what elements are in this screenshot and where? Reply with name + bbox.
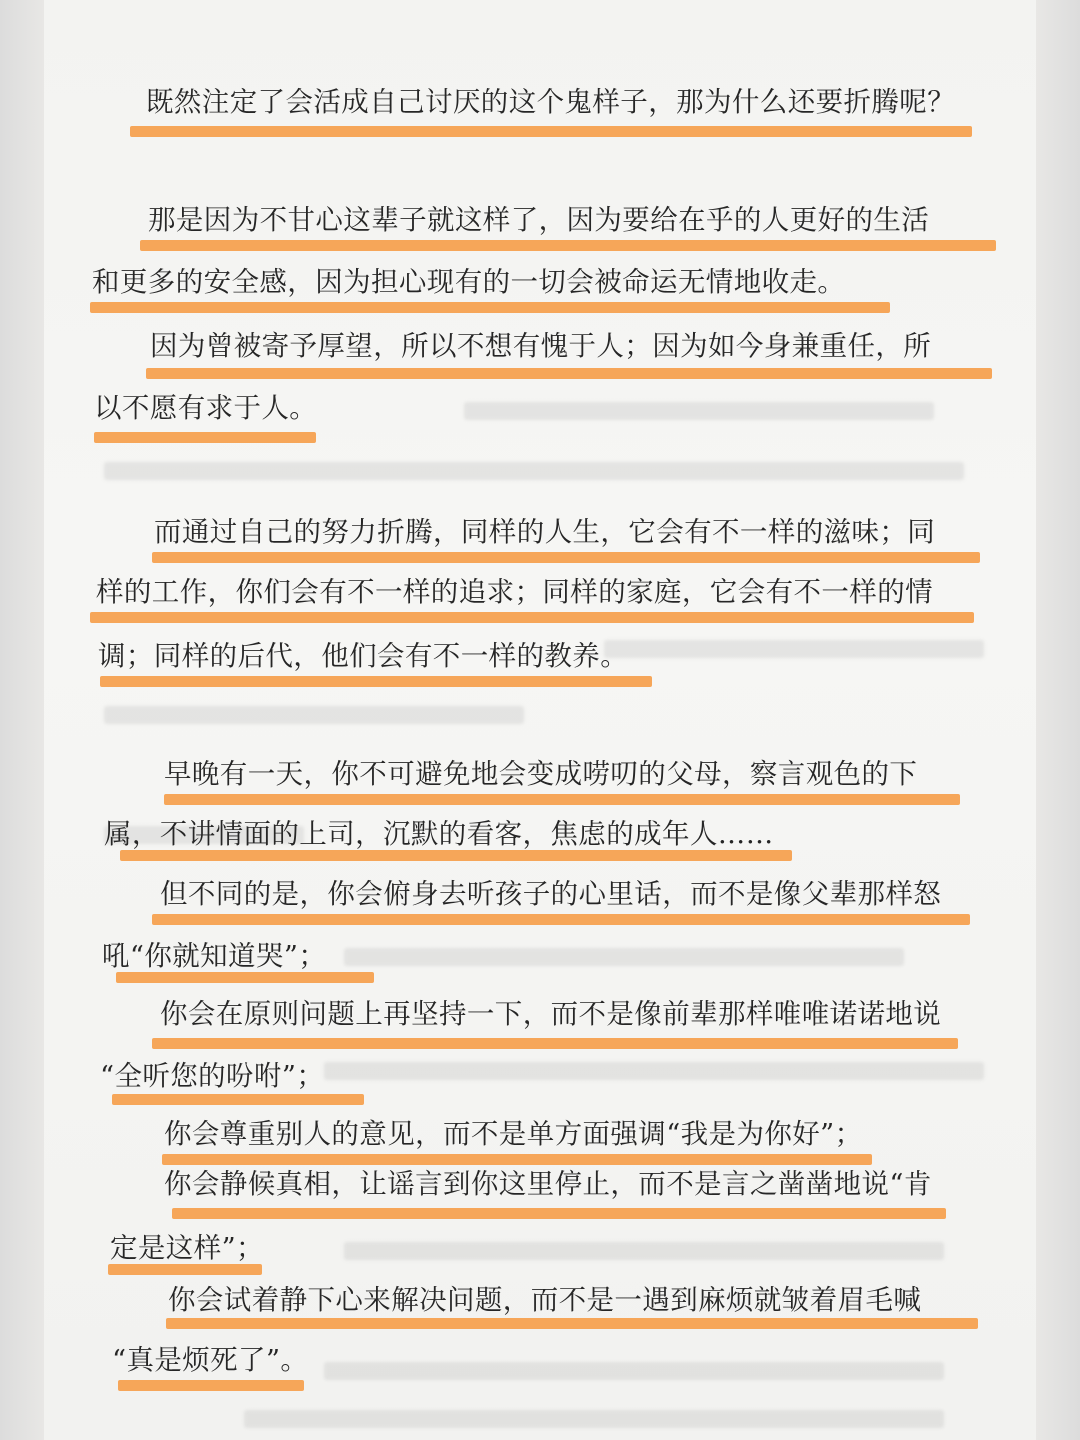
highlight-stroke	[152, 552, 980, 563]
highlight-stroke	[166, 1318, 978, 1329]
text-line: “全听您的吩咐”；	[100, 1060, 325, 1092]
highlight-stroke	[146, 368, 992, 379]
highlight-stroke	[90, 302, 890, 313]
highlight-stroke	[164, 794, 960, 805]
text-line: 你会静候真相，让谣言到你这里停止，而不是言之凿凿地说“肯	[164, 1168, 932, 1200]
text-line: 定是这样”；	[110, 1232, 264, 1264]
text-line: “真是烦死了”。	[112, 1344, 309, 1376]
highlight-stroke	[162, 1154, 872, 1165]
bleed-through-text	[244, 1410, 944, 1428]
text-line: 以不愿有求于人。	[94, 392, 318, 424]
highlight-stroke	[140, 240, 996, 251]
text-line: 但不同的是，你会俯身去听孩子的心里话，而不是像父辈那样怒	[160, 878, 942, 910]
highlight-stroke	[90, 612, 974, 623]
book-edge-right	[1036, 0, 1080, 1440]
text-line: 调；同样的后代，他们会有不一样的教养。	[98, 640, 629, 672]
bleed-through-text	[344, 948, 904, 966]
bleed-through-text	[604, 640, 984, 658]
text-line: 而通过自己的努力折腾，同样的人生，它会有不一样的滋味；同	[154, 516, 936, 548]
highlight-stroke	[100, 676, 652, 687]
highlight-stroke	[130, 126, 972, 137]
highlight-stroke	[118, 1380, 304, 1391]
text-line: 那是因为不甘心这辈子就这样了，因为要给在乎的人更好的生活	[148, 204, 930, 236]
text-line: 和更多的安全感，因为担心现有的一切会被命运无情地收走。	[92, 266, 846, 298]
text-line: 属，不讲情面的上司，沉默的看客，焦虑的成年人……	[104, 818, 774, 850]
text-line: 你会尊重别人的意见，而不是单方面强调“我是为你好”；	[164, 1118, 863, 1150]
text-line: 你会试着静下心来解决问题，而不是一遇到麻烦就皱着眉毛喊	[168, 1284, 922, 1316]
highlight-stroke	[112, 1094, 364, 1105]
bleed-through-text	[324, 1362, 944, 1380]
bleed-through-text	[104, 462, 964, 480]
book-page	[44, 0, 1036, 1440]
bleed-through-text	[464, 402, 934, 420]
bleed-through-text	[324, 1062, 984, 1080]
book-edge-left	[0, 0, 44, 1440]
text-line: 你会在原则问题上再坚持一下，而不是像前辈那样唯唯诺诺地说	[160, 998, 942, 1030]
text-line: 吼“你就知道哭”；	[102, 940, 327, 972]
highlight-stroke	[152, 1038, 958, 1049]
text-line: 早晚有一天，你不可避免地会变成唠叨的父母，察言观色的下	[164, 758, 918, 790]
highlight-stroke	[94, 432, 316, 443]
text-line: 样的工作，你们会有不一样的追求；同样的家庭，它会有不一样的情	[96, 576, 933, 608]
highlight-stroke	[152, 914, 970, 925]
bleed-through-text	[344, 1242, 944, 1260]
text-line: 既然注定了会活成自己讨厌的这个鬼样子，那为什么还要折腾呢？	[146, 86, 956, 118]
bleed-through-text	[104, 706, 524, 724]
highlight-stroke	[172, 1208, 946, 1219]
text-line: 因为曾被寄予厚望，所以不想有愧于人；因为如今身兼重任，所	[150, 330, 932, 362]
